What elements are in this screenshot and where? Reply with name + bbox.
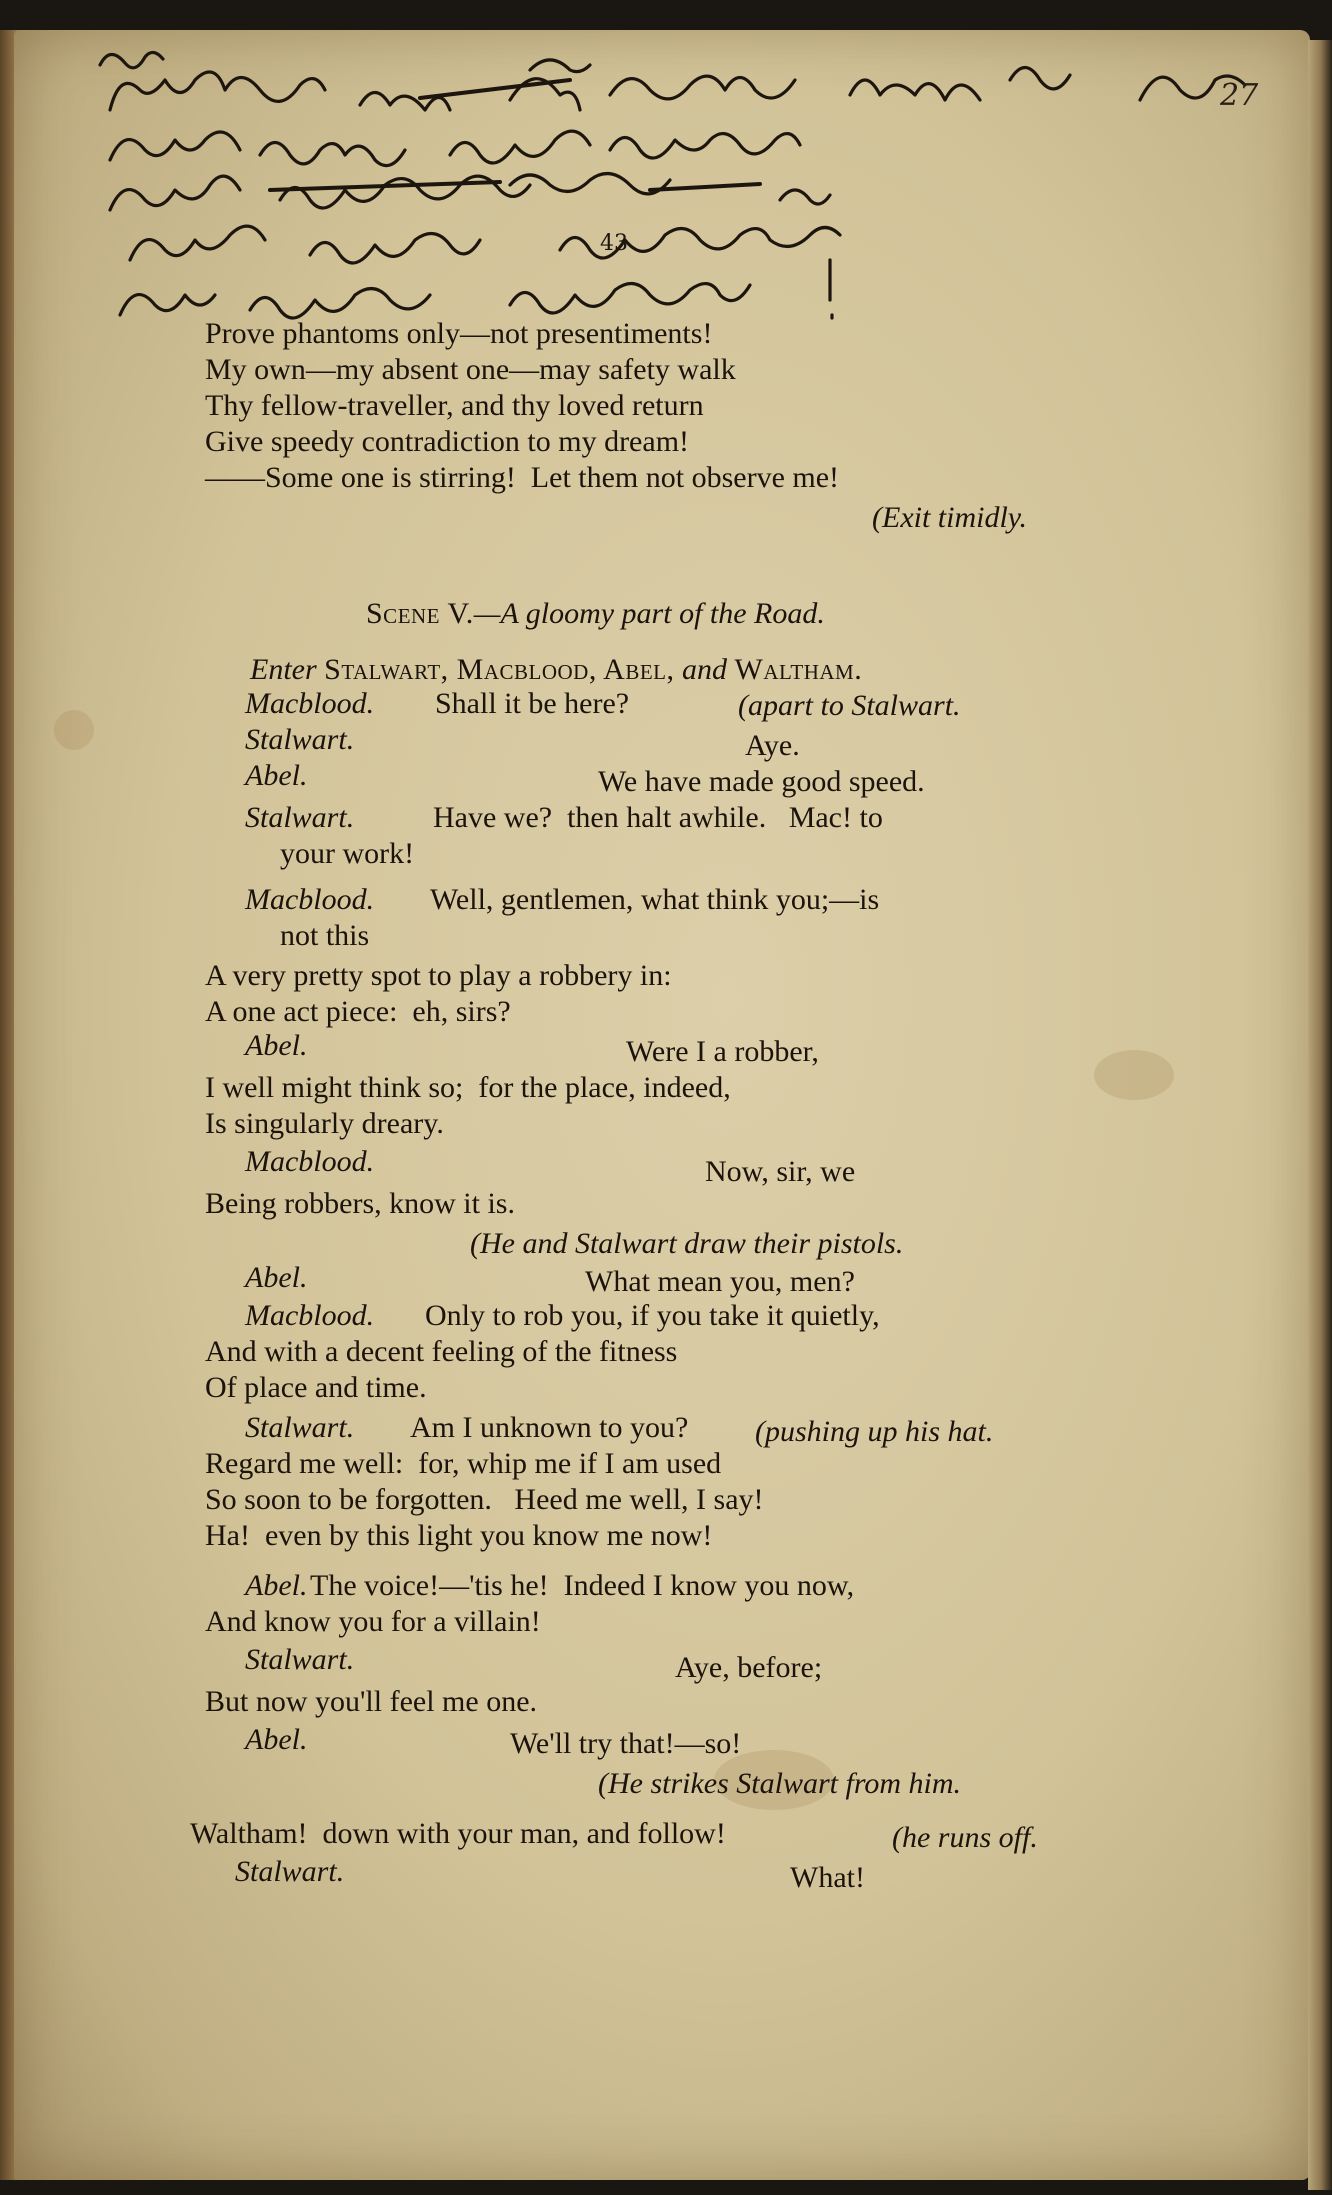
speech: I well might think so; for the place, indeed, — [205, 1071, 731, 1104]
stage-direction: (He strikes Stalwart from him. — [598, 1767, 962, 1800]
speech: We'll try that!—so! — [510, 1727, 742, 1760]
speech: Is singularly dreary. — [205, 1107, 444, 1140]
scene-label: Scene V. — [366, 597, 474, 630]
speech: Of place and time. — [205, 1371, 427, 1404]
enter-and: and — [682, 653, 728, 686]
speech: What! — [790, 1861, 865, 1894]
enter-characters: Stalwart, Macblood, Abel, — [324, 653, 675, 686]
speech: We have made good speed. — [598, 765, 925, 798]
speaker: Abel. — [245, 1029, 308, 1062]
speech: Aye, before; — [675, 1651, 823, 1684]
speech: Well, gentlemen, what think you;—is — [430, 883, 880, 916]
svg-text:43: 43 — [600, 231, 628, 256]
speech: Am I unknown to you? — [410, 1411, 689, 1444]
page-number: 27 — [1220, 78, 1259, 113]
speaker: Abel. — [245, 1723, 308, 1756]
speech: A very pretty spot to play a robbery in: — [205, 959, 672, 992]
speech: A one act piece: eh, sirs? — [205, 995, 511, 1028]
speaker: Abel. — [245, 759, 308, 792]
speech: Only to rob you, if you take it quietly, — [425, 1299, 880, 1332]
speaker: Stalwart. — [245, 801, 355, 834]
speech: Being robbers, know it is. — [205, 1187, 515, 1220]
scene-description: —A gloomy part of the Road. — [473, 597, 825, 630]
speaker: Stalwart. — [245, 723, 355, 756]
speech: The voice!—'tis he! Indeed I know you now, — [310, 1569, 855, 1602]
speech: Ha! even by this light you know me now! — [205, 1519, 713, 1552]
speaker: Stalwart. — [245, 1411, 355, 1444]
speech: Now, sir, we — [705, 1155, 856, 1188]
speech: And know you for a villain! — [205, 1605, 541, 1638]
speech: Shall it be here? — [435, 687, 630, 720]
speaker: Abel. — [245, 1261, 308, 1294]
speaker: Macblood. — [245, 883, 375, 916]
page-right-edge — [1308, 40, 1332, 2190]
handwritten-note — [90, 40, 1270, 340]
verse-line: ——Some one is stirring! Let them not observe me! — [205, 461, 840, 494]
paper-stain — [54, 710, 94, 750]
stage-direction: (he runs off. — [892, 1821, 1038, 1854]
stage-direction: (He and Stalwart draw their pistols. — [470, 1227, 904, 1260]
speaker: Stalwart. — [245, 1643, 355, 1676]
speech: Were I a robber, — [626, 1035, 819, 1068]
speaker: Macblood. — [245, 1299, 375, 1332]
speech: So soon to be forgotten. Heed me well, I say! — [205, 1483, 764, 1516]
enter-word: Enter — [250, 653, 317, 686]
verse-line: Prove phantoms only—not presentiments! — [205, 317, 713, 350]
speech: And with a decent feeling of the fitness — [205, 1335, 678, 1368]
handwriting-scribble — [90, 40, 1270, 340]
speaker: Stalwart. — [235, 1855, 345, 1888]
stage-direction: (Exit timidly. — [872, 501, 1027, 534]
stage-direction: (pushing up his hat. — [755, 1415, 994, 1448]
speaker: Macblood. — [245, 1145, 375, 1178]
speech: Aye. — [745, 729, 800, 762]
speech: What mean you, men? — [585, 1265, 855, 1298]
speech: But now you'll feel me one. — [205, 1685, 538, 1718]
verse-line: Thy fellow-traveller, and thy loved return — [205, 389, 704, 422]
speech: Regard me well: for, whip me if I am used — [205, 1447, 722, 1480]
speech: not this — [280, 919, 370, 952]
speaker: Macblood. — [245, 687, 375, 720]
speech: Have we? then halt awhile. Mac! to — [433, 801, 883, 834]
speaker: Abel. — [245, 1569, 308, 1602]
verse-line: Give speedy contradiction to my dream! — [205, 425, 690, 458]
verse-line: My own—my absent one—may safety walk — [205, 353, 736, 386]
speech: your work! — [280, 837, 415, 870]
paper-stain — [1094, 1050, 1174, 1100]
enter-last-character: Waltham. — [734, 653, 863, 686]
stage-direction: (apart to Stalwart. — [738, 689, 961, 722]
speech: Waltham! down with your man, and follow! — [190, 1817, 726, 1850]
